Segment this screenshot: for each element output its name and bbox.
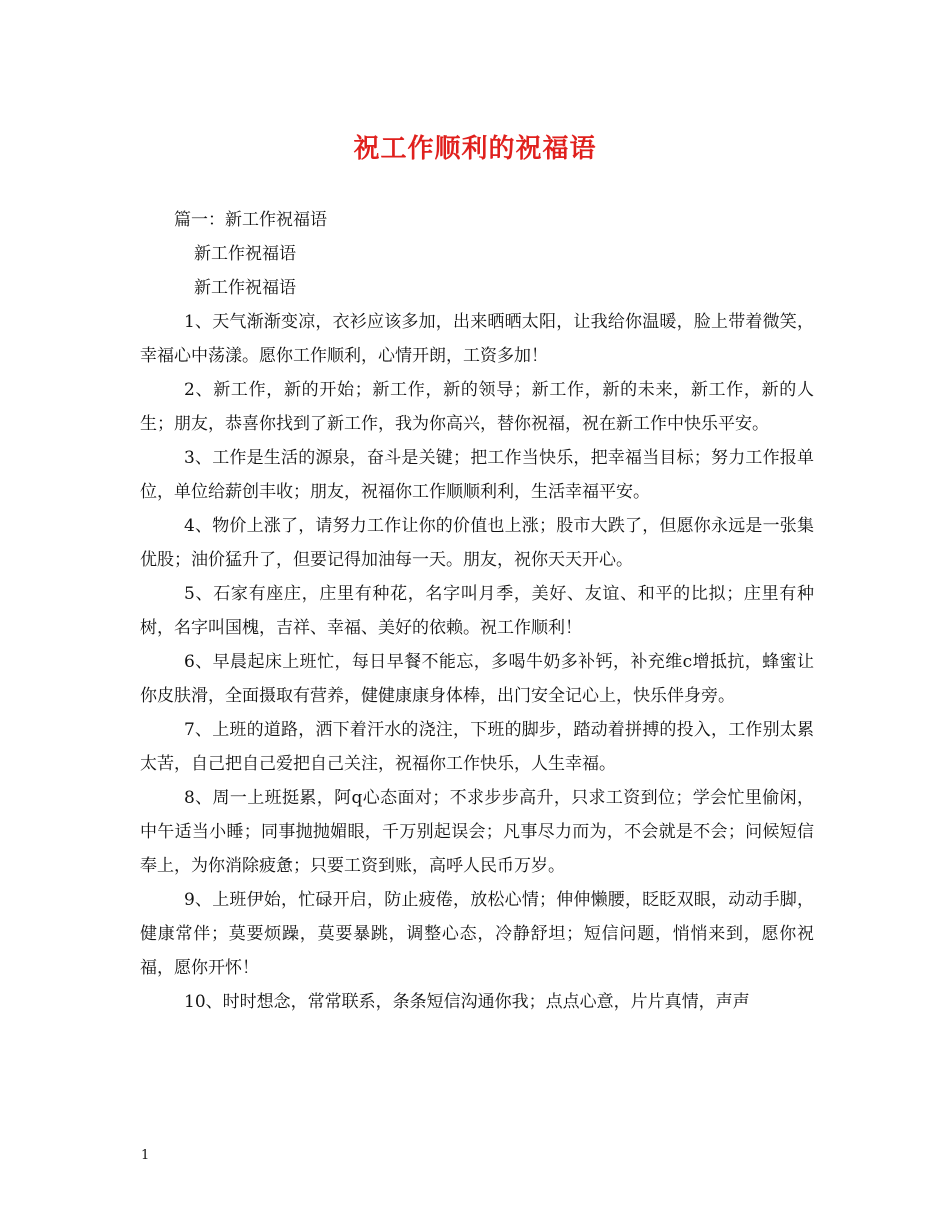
paragraph: 8、周一上班挺累，阿q心态面对；不求步步高升，只求工资到位；学会忙里偷闲，中午适当小睡；同事抛抛媚眼，千万别起误会；凡事尽力而为，不会就是不会；问候短信奉上，为你消除疲惫；只要工资到账，高呼人民币万岁。 (140, 788, 814, 876)
subheading: 新工作祝福语 (194, 278, 296, 298)
paragraph: 10、时时想念，常常联系，条条短信沟通你我；点点心意，片片真情，声声 (184, 992, 750, 1012)
section-heading: 篇一：新工作祝福语 (174, 210, 327, 230)
page-number: 1 (141, 1148, 150, 1163)
paragraph: 1、天气渐渐变凉，衣衫应该多加，出来晒晒太阳，让我给你温暖，脸上带着微笑，幸福心中荡漾。愿你工作顺利，心情开朗，工资多加！ (140, 312, 814, 366)
subheading: 新工作祝福语 (194, 244, 296, 264)
paragraph: 7、上班的道路，洒下着汗水的浇注，下班的脚步，踏动着拼搏的投入，工作别太累太苦，自己把自己爱把自己关注，祝福你工作快乐，人生幸福。 (140, 720, 814, 774)
paragraph: 3、工作是生活的源泉，奋斗是关键；把工作当快乐，把幸福当目标；努力工作报单位，单位给薪创丰收；朋友，祝福你工作顺顺利利，生活幸福平安。 (140, 448, 814, 502)
paragraph: 2、新工作，新的开始；新工作，新的领导；新工作，新的未来，新工作，新的人生；朋友，恭喜你找到了新工作，我为你高兴，替你祝福，祝在新工作中快乐平安。 (140, 380, 814, 434)
paragraph: 5、石家有座庄，庄里有种花，名字叫月季，美好、友谊、和平的比拟；庄里有种树，名字叫国槐，吉祥、幸福、美好的依赖。祝工作顺利！ (140, 584, 814, 638)
paragraph: 4、物价上涨了，请努力工作让你的价值也上涨；股市大跌了，但愿你永远是一张集优股；油价猛升了，但要记得加油每一天。朋友，祝你天天开心。 (140, 516, 814, 570)
paragraph: 9、上班伊始，忙碌开启，防止疲倦，放松心情；伸伸懒腰，眨眨双眼，动动手脚，健康常伴；莫要烦躁，莫要暴跳，调整心态，冷静舒坦；短信问题，悄悄来到，愿你祝福，愿你开怀！ (140, 890, 814, 978)
document-title: 祝工作顺利的祝福语 (353, 134, 597, 164)
document-body (140, 203, 814, 1019)
paragraph: 6、早晨起床上班忙，每日早餐不能忘，多喝牛奶多补钙，补充维c增抵抗，蜂蜜让你皮肤滑，全面摄取有营养，健健康康身体棒，出门安全记心上，快乐伴身旁。 (140, 652, 814, 706)
